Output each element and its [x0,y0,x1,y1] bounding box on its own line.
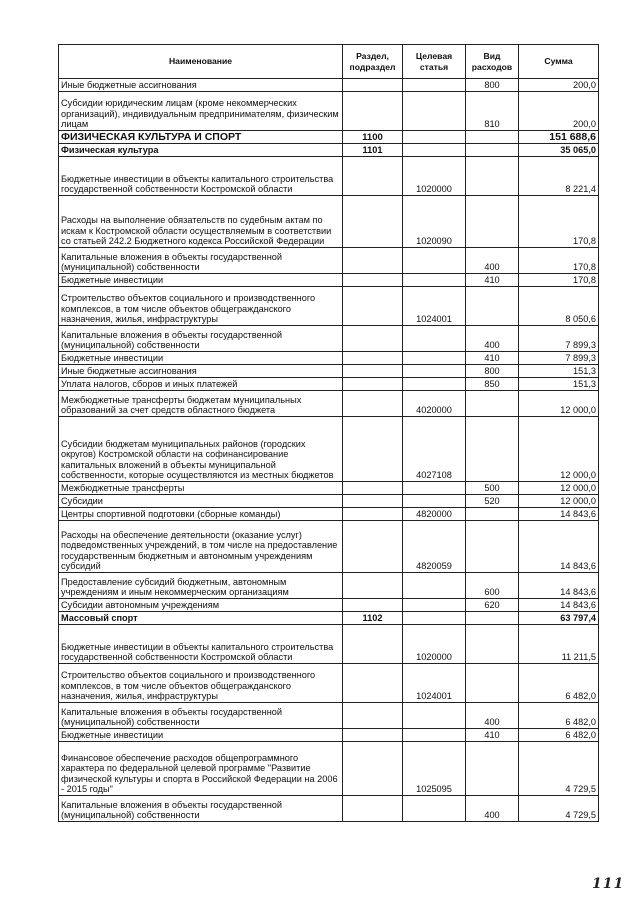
cell-kind: 500 [466,482,519,495]
table-row [59,365,599,378]
cell-sum: 12 000,0 [519,391,599,417]
cell-name: Уплата налогов, сборов и иных платежей [59,378,343,391]
cell-sum: 14 843,6 [519,508,599,521]
cell-name: Финансовое обеспечение расходов общепрограммного характера по федеральной целевой программе "Развитие физической культуры и спорта в Российской Федерации на 2006 - 2015 годы" [59,742,343,796]
cell-target [403,326,466,352]
cell-target [403,729,466,742]
cell-kind [466,521,519,573]
cell-target: 4020000 [403,391,466,417]
cell-kind [466,612,519,625]
cell-kind: 400 [466,326,519,352]
cell-name: Капитальные вложения в объекты государственной (муниципальной) собственности [59,326,343,352]
cell-sum: 11 211,5 [519,625,599,664]
table-row [59,612,599,625]
cell-kind: 410 [466,729,519,742]
cell-section [343,742,403,796]
cell-sum: 35 065,0 [519,144,599,157]
cell-section [343,729,403,742]
cell-section [343,664,403,703]
cell-target [403,365,466,378]
cell-name: Физическая культура [59,144,343,157]
cell-section [343,482,403,495]
cell-section [343,287,403,326]
cell-sum: 6 482,0 [519,729,599,742]
cell-target [403,573,466,599]
cell-name: Предоставление субсидий бюджетным, автономным учреждениям и иным некоммерческим организациям [59,573,343,599]
cell-sum: 14 843,6 [519,573,599,599]
table-row [59,196,599,248]
table-body [59,79,599,822]
cell-kind [466,196,519,248]
cell-section [343,248,403,274]
cell-name: Капитальные вложения в объекты государственной (муниципальной) собственности [59,796,343,822]
cell-section [343,274,403,287]
table-row [59,274,599,287]
cell-section [343,365,403,378]
header-section: Раздел, подраздел [343,45,403,79]
cell-target [403,378,466,391]
cell-target: 1025095 [403,742,466,796]
cell-section [343,157,403,196]
cell-kind: 520 [466,495,519,508]
cell-target: 4027108 [403,417,466,482]
cell-name: Бюджетные инвестиции в объекты капитального строительства государственной собственности Костромской области [59,157,343,196]
cell-kind [466,131,519,144]
cell-kind [466,664,519,703]
cell-name: Субсидии [59,495,343,508]
table-row [59,79,599,92]
table-row [59,573,599,599]
cell-name: Бюджетные инвестиции [59,274,343,287]
cell-name: Межбюджетные трансферты [59,482,343,495]
table-header [59,45,599,79]
table-row [59,131,599,144]
cell-target: 1020090 [403,196,466,248]
table-row [59,391,599,417]
cell-kind: 600 [466,573,519,599]
cell-sum: 151,3 [519,365,599,378]
cell-name: Межбюджетные трансферты бюджетам муниципальных образований за счет средств областного бюджета [59,391,343,417]
cell-target: 1020000 [403,157,466,196]
cell-kind [466,391,519,417]
cell-target: 4820000 [403,508,466,521]
cell-target [403,79,466,92]
cell-kind: 400 [466,248,519,274]
cell-sum: 200,0 [519,79,599,92]
cell-name: Бюджетные инвестиции [59,352,343,365]
cell-target: 1024001 [403,664,466,703]
cell-section [343,625,403,664]
cell-sum: 151,3 [519,378,599,391]
cell-name: Бюджетные инвестиции в объекты капитального строительства государственной собственности Костромской области [59,625,343,664]
cell-section: 1100 [343,131,403,144]
cell-sum: 170,8 [519,248,599,274]
cell-sum: 151 688,6 [519,131,599,144]
cell-section [343,417,403,482]
table-row [59,287,599,326]
cell-target [403,495,466,508]
table-row [59,508,599,521]
cell-name: Массовый спорт [59,612,343,625]
cell-sum: 170,8 [519,196,599,248]
table-row [59,703,599,729]
cell-section [343,378,403,391]
table-row [59,521,599,573]
cell-target: 4820059 [403,521,466,573]
cell-name: Строительство объектов социального и производственного комплексов, в том числе объектов общегражданского назначения, жилья, инфраструктуры [59,287,343,326]
cell-sum: 7 899,3 [519,352,599,365]
cell-target [403,131,466,144]
cell-sum: 12 000,0 [519,482,599,495]
cell-name: Расходы на выполнение обязательств по судебным актам по искам к Костромской области осуществляемым в соответствии со статьей 242.2 Бюджетного кодекса Российской Федерации [59,196,343,248]
cell-kind: 810 [466,92,519,131]
cell-sum: 12 000,0 [519,495,599,508]
cell-sum: 8 050,6 [519,287,599,326]
cell-kind [466,144,519,157]
cell-target [403,599,466,612]
header-sum: Сумма [519,45,599,79]
cell-target [403,612,466,625]
cell-kind: 850 [466,378,519,391]
table-row [59,92,599,131]
cell-target: 1020000 [403,625,466,664]
cell-name: Иные бюджетные ассигнования [59,79,343,92]
cell-section [343,703,403,729]
cell-name: Строительство объектов социального и производственного комплексов, в том числе объектов общегражданского назначения, жилья, инфраструктуры [59,664,343,703]
table-row [59,742,599,796]
cell-name: Капитальные вложения в объекты государственной (муниципальной) собственности [59,248,343,274]
cell-kind: 410 [466,352,519,365]
handwritten-page-number: 111 [592,876,625,892]
cell-section [343,391,403,417]
cell-target [403,703,466,729]
cell-sum: 12 000,0 [519,417,599,482]
table-row [59,729,599,742]
cell-name: Субсидии юридическим лицам (кроме некоммерческих организаций), индивидуальным предпринимателям, физическим лицам [59,92,343,131]
cell-sum: 170,8 [519,274,599,287]
cell-section [343,326,403,352]
cell-name: Субсидии бюджетам муниципальных районов (городских округов) Костромской области на софинансирование капитальных вложений в объекты муниципальной собственности, которые осуществляются из местных бюджетов [59,417,343,482]
cell-section: 1101 [343,144,403,157]
table-row [59,495,599,508]
cell-name: Иные бюджетные ассигнования [59,365,343,378]
cell-target [403,92,466,131]
cell-kind: 620 [466,599,519,612]
table-row [59,417,599,482]
cell-name: Расходы на обеспечение деятельности (оказание услуг) подведомственных учреждений, в том числе на предоставление государственным бюджетным и автономным учреждениям субсидий [59,521,343,573]
cell-target [403,482,466,495]
cell-kind [466,417,519,482]
table-row [59,326,599,352]
cell-name: Бюджетные инвестиции [59,729,343,742]
cell-section [343,796,403,822]
cell-kind: 400 [466,703,519,729]
cell-kind: 800 [466,365,519,378]
cell-section [343,573,403,599]
table-row [59,378,599,391]
cell-sum: 7 899,3 [519,326,599,352]
cell-section [343,352,403,365]
cell-sum: 63 797,4 [519,612,599,625]
cell-kind [466,508,519,521]
table-row [59,482,599,495]
cell-kind [466,157,519,196]
table-row [59,664,599,703]
cell-sum: 6 482,0 [519,664,599,703]
cell-kind: 400 [466,796,519,822]
cell-target: 1024001 [403,287,466,326]
cell-sum: 14 843,6 [519,599,599,612]
table-row [59,599,599,612]
header-kind: Вид расходов [466,45,519,79]
cell-target [403,796,466,822]
cell-sum: 4 729,5 [519,796,599,822]
cell-section [343,521,403,573]
cell-name: Центры спортивной подготовки (сборные команды) [59,508,343,521]
table-row [59,144,599,157]
cell-target [403,352,466,365]
cell-section [343,599,403,612]
cell-kind [466,287,519,326]
cell-name: Капитальные вложения в объекты государственной (муниципальной) собственности [59,703,343,729]
cell-target [403,274,466,287]
cell-sum: 200,0 [519,92,599,131]
cell-kind [466,742,519,796]
cell-kind [466,625,519,664]
cell-sum: 4 729,5 [519,742,599,796]
cell-target [403,248,466,274]
cell-sum: 8 221,4 [519,157,599,196]
cell-sum: 14 843,6 [519,521,599,573]
cell-kind: 800 [466,79,519,92]
cell-kind: 410 [466,274,519,287]
cell-name: ФИЗИЧЕСКАЯ КУЛЬТУРА И СПОРТ [59,131,343,144]
cell-sum: 6 482,0 [519,703,599,729]
cell-target [403,144,466,157]
table-row [59,625,599,664]
cell-section [343,92,403,131]
cell-name: Субсидии автономным учреждениям [59,599,343,612]
cell-section [343,495,403,508]
cell-section [343,196,403,248]
header-name: Наименование [59,45,343,79]
budget-table [58,44,599,822]
table-row [59,248,599,274]
table-row [59,352,599,365]
table-row [59,796,599,822]
cell-section [343,79,403,92]
cell-section: 1102 [343,612,403,625]
table-row [59,157,599,196]
cell-section [343,508,403,521]
header-target: Целевая статья [403,45,466,79]
